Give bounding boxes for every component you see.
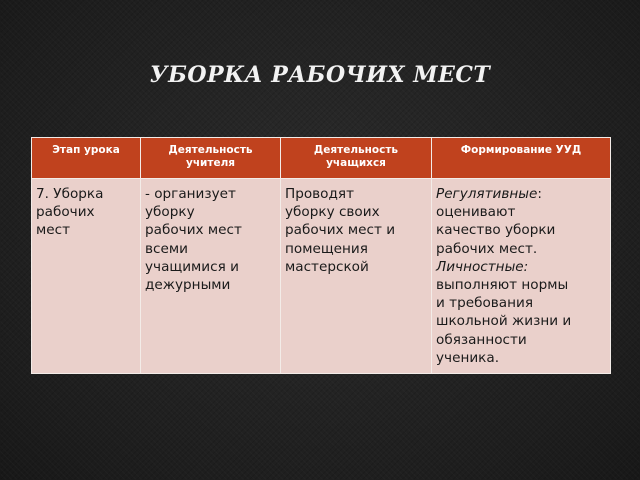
cell-line: выполняют нормы [436, 277, 569, 294]
cell-line: рабочих мест [145, 222, 242, 239]
table-header-row [32, 138, 611, 179]
slide-title: УБОРКА РАБОЧИХ МЕСТ [149, 62, 491, 88]
cell-uud [432, 179, 611, 374]
regulative-label: Регулятивные [436, 186, 538, 202]
cell-line: мест [36, 222, 71, 239]
header-line: Деятельность [313, 144, 399, 156]
lesson-table [31, 137, 611, 374]
regulative-colon: : [537, 186, 542, 202]
cell-line: 7. Уборка [36, 186, 104, 202]
cell-line: учащимися и [145, 258, 239, 275]
personal-label: Личностные: [436, 258, 529, 275]
header-line: Этап урока [52, 144, 120, 156]
cell-line: школьной жизни и [436, 313, 572, 330]
header-line: учителя [185, 157, 236, 169]
header-line: Деятельность [168, 144, 253, 156]
cell-line: рабочих мест. [436, 240, 538, 257]
cell-line: обязанности [436, 331, 527, 348]
cell-line: рабочих мест и [285, 222, 396, 239]
header-stage [32, 138, 141, 179]
cell-line: дежурными [145, 277, 231, 294]
header-student-activity [281, 138, 432, 179]
cell-line: уборку своих [285, 204, 380, 221]
header-line: учащихся [326, 157, 386, 169]
cell-line: ученика. [436, 349, 500, 366]
cell-teacher-activity [141, 179, 281, 374]
cell-line: уборку [145, 204, 195, 221]
cell-line: всеми [145, 240, 188, 257]
cell-line: помещения [285, 240, 368, 257]
cell-line: и требования [436, 295, 534, 312]
cell-stage [32, 179, 141, 374]
table-row [32, 179, 611, 374]
header-line: Формирование УУД [460, 144, 582, 156]
header-teacher-activity [141, 138, 281, 179]
cell-line: рабочих [36, 204, 95, 221]
header-uud [432, 138, 611, 179]
cell-line: оценивают [436, 204, 516, 221]
cell-line: - организует [145, 186, 236, 202]
cell-line: мастерской [285, 258, 369, 275]
cell-line: качество уборки [436, 222, 556, 239]
cell-student-activity [281, 179, 432, 374]
regulative-heading [436, 185, 606, 203]
cell-line: Проводят [285, 186, 354, 202]
